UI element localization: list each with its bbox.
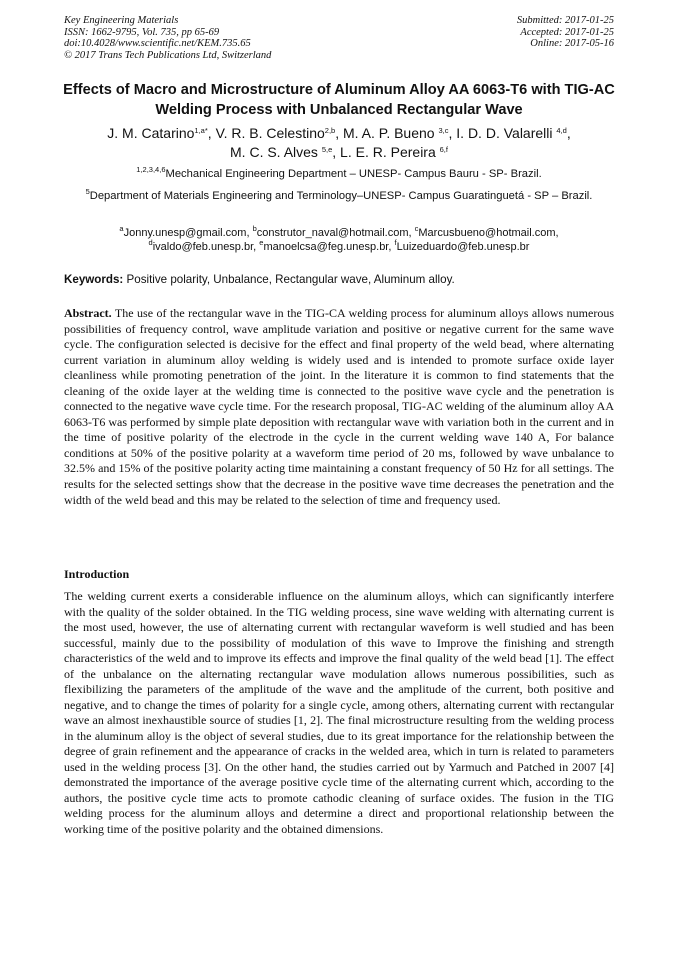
- introduction-heading: Introduction: [64, 567, 130, 581]
- email: $^d$ivaldo@feb.unesp.br,: [148, 238, 260, 254]
- affiliation-1: $^{1,2,3,4,6}$Mechanical Engineering Department – UNESP- Campus Bauru - SP- Brazil.: [136, 165, 542, 180]
- author: I. D. D. Valarelli $^{4,d}$,: [456, 125, 571, 141]
- author: M. A. P. Bueno $^{3,c}$,: [343, 125, 457, 141]
- author: M. C. S. Alves $^{5,e}$,: [230, 144, 341, 160]
- email: $^e$manoelcsa@feg.unesp.br,: [259, 238, 395, 254]
- abstract-label: Abstract.: [64, 306, 112, 320]
- author-list: [40, 124, 638, 162]
- email: $^b$construtor_naval@hotmail.com,: [252, 224, 415, 239]
- submitted-date: Submitted: 2017-01-25: [516, 15, 614, 26]
- email: $^c$Marcusbueno@hotmail.com,: [414, 224, 559, 239]
- online-date: Online: 2017-05-16: [530, 38, 614, 50]
- keywords: [64, 273, 614, 287]
- email: $^a$Jonny.unesp@gmail.com,: [119, 224, 253, 239]
- author: V. R. B. Celestino$^{2,b}$,: [215, 125, 343, 141]
- journal-name: Key Engineering Materials: [64, 15, 179, 26]
- publication-dates: [517, 15, 614, 50]
- paper-title: Effects of Macro and Microstructure of Aluminum Alloy AA 6063-T6 with TIG-AC Welding Process with Unbalanced Rectangular Wave: [63, 82, 615, 118]
- doi: doi:10.4028/www.scientific.net/KEM.735.65: [64, 38, 251, 50]
- author: L. E. R. Pereira $^{6,f}$: [340, 144, 448, 160]
- email: $^f$Luizeduardo@feb.unesp.br: [394, 238, 530, 254]
- email-list: [40, 226, 638, 254]
- introduction-paragraph: The welding current exerts a considerable influence on the aluminum alloys, which can significantly interfere with the quality of the solder obtained. In the TIG welding process, sine wave welding with alternating current is the most used, however, the use of alternating current with rectangular waveform is well studied and has been successful, mainly due to the possibility of modulation of this wave to Improve the finishing and strength characteristics of the weld and to improve its effects and improve the final quality of the weld bead [1]. The effect of the unbalance on the alternating rectangular wave modulation allows numerous possibilities, such as flexibilizing the parameters of the amplitude of the wave and the amplitude of the current, both positive and negative, and to change the times of polarity for a single cycle, among others, alternating current with rectangular wave an almost inexhaustible source of studies [1, 2]. The final microstructure resulting from the welding process in the aluminum alloy is the object of several studies, due to its great importance for the relationship between the degree of grain refinement and the appearance of cracks in the welded area, which in turn is related to parameters used in the welding process [3]. On the other hand, the studies carried out by Yarmuch and Patched in 2007 [4] demonstrated the importance of the average positive cycle time of the alternating current which, according to the authors, the positive cycle time acts to promote cathodic cleaning of surface oxides. The fusion in the TIG welding process for the aluminum alloys and determine a direct and proportional relationship between the working time of the positive polarity and the obtained dimensions.: [64, 589, 614, 836]
- affiliation-2: $^5$Department of Materials Engineering and Terminology–UNESP- Campus Guaratinguetá - SP – Brazil.: [85, 187, 593, 202]
- author: J. M. Catarino$^{1,a*}$,: [107, 125, 216, 141]
- keywords-label: Keywords:: [64, 273, 124, 286]
- keywords-text: Positive polarity, Unbalance, Rectangular wave, Aluminum alloy.: [126, 273, 455, 286]
- copyright: © 2017 Trans Tech Publications Ltd, Switzerland: [64, 49, 272, 61]
- introduction-body: [64, 589, 614, 837]
- abstract-text: The use of the rectangular wave in the TIG-CA welding process for aluminum alloys allows numerous possibilities of frequency control, wave amplitude variation and positive or negative current for the same wave cycle. The configuration selected is decisive for the effect and final property of the weld bead, where alternating current variation in aluminum alloy welding is widely used and is intended to promote surface oxide layer cleanliness while promoting penetration of the joint. In the literature it is common to find statements that the cleaning of the oxide layer at the welding time is connected to the positive wave cycle and the penetration is connected to the negative wave cycle time. For the research proposal, TIG-AC welding of the aluminum alloy AA 6063-T6 was performed by simple plate deposition with rectangular wave with variation both in the current and in the time of positive polarity of the electrode in the cycle in the current welding wave 140 A, For balance conditions at 50% of the positive polarity at a waveform time period of 20 ms, followed by wave unbalance to 32.5% and 15% of the positive polarity acting time maintaining a constant frequency of 50 Hz for all settings. The results for the selected settings show that the decrease in the positive wave time decreases the penetration and the width of the weld bead and this may be related to the selection of time and frequency used.: [64, 306, 614, 507]
- abstract: [64, 306, 614, 508]
- journal-info: [64, 15, 271, 61]
- issn: ISSN: 1662-9795, Vol. 735, pp 65-69: [64, 26, 220, 38]
- accepted-date: Accepted: 2017-01-25: [520, 26, 614, 38]
